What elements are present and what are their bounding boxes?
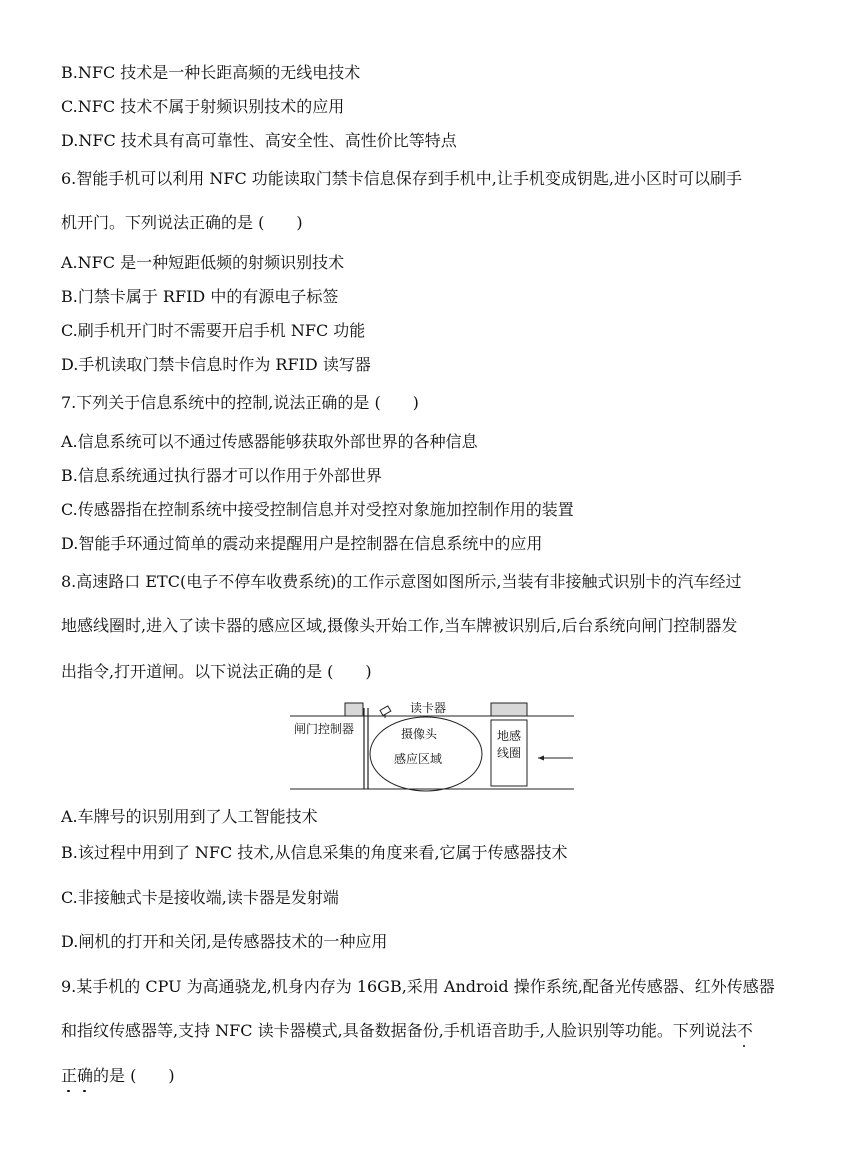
line-4: 6.智能手机可以利用 NFC 功能读取门禁卡信息保存到手机中,让手机变成钥匙,进小区时可以刷手	[61, 169, 742, 188]
gate-controller-label: 闸门控制器	[294, 722, 355, 736]
sensing-area-label: 感应区域	[394, 752, 443, 766]
coil-label-1: 地感	[497, 729, 522, 743]
line-1: B.NFC 技术是一种长距高频的无线电技术	[61, 63, 361, 82]
line-18: A.车牌号的识别用到了人工智能技术	[61, 807, 318, 826]
line-12: B.信息系统通过执行器才可以作用于外部世界	[61, 466, 382, 485]
emphasis-not: 不	[737, 1021, 753, 1040]
line-5: 机开门。下列说法正确的是 ( )	[61, 213, 303, 232]
emphasis-correct: 正确	[61, 1066, 93, 1085]
coil-label-2: 线圈	[497, 746, 522, 760]
camera-label: 摄像头	[401, 727, 438, 741]
line-11: A.信息系统可以不通过传感器能够获取外部世界的各种信息	[61, 432, 478, 451]
line-20: C.非接触式卡是接收端,读卡器是发射端	[61, 888, 339, 907]
line-2: C.NFC 技术不属于射频识别技术的应用	[61, 97, 345, 116]
line-10: 7.下列关于信息系统中的控制,说法正确的是 ( )	[61, 393, 419, 412]
line-24	[61, 1066, 175, 1086]
line-9: D.手机读取门禁卡信息时作为 RFID 读写器	[61, 355, 371, 374]
line-3: D.NFC 技术具有高可靠性、高安全性、高性价比等特点	[61, 131, 457, 150]
etc-diagram	[290, 700, 576, 796]
line-19: B.该过程中用到了 NFC 技术,从信息采集的角度来看,它属于传感器技术	[61, 843, 568, 862]
line-17: 出指令,打开道闸。以下说法正确的是 ( )	[61, 662, 372, 681]
q9-line3-text: 的是 ( )	[93, 1066, 175, 1085]
line-7: B.门禁卡属于 RFID 中的有源电子标签	[61, 287, 339, 306]
line-6: A.NFC 是一种短距低频的射频识别技术	[61, 253, 345, 272]
line-8: C.刷手机开门时不需要开启手机 NFC 功能	[61, 321, 366, 340]
line-16: 地感线圈时,进入了读卡器的感应区域,摄像头开始工作,当车牌被识别后,后台系统向闸门控制器发	[61, 616, 738, 635]
line-15: 8.高速路口 ETC(电子不停车收费系统)的工作示意图如图所示,当装有非接触式识别卡的汽车经过	[61, 572, 742, 591]
coil-top-box	[491, 703, 527, 716]
line-21: D.闸机的打开和关闭,是传感器技术的一种应用	[61, 932, 388, 951]
line-13: C.传感器指在控制系统中接受控制信息并对受控对象施加控制作用的装置	[61, 500, 574, 519]
gate-controller-box	[345, 703, 363, 716]
q9-line2-text: 和指纹传感器等,支持 NFC 读卡器模式,具备数据备份,手机语音助手,人脸识别等功能。下列说法	[61, 1021, 737, 1040]
line-22: 9.某手机的 CPU 为高通骁龙,机身内存为 16GB,采用 Android 操作系统,配备光传感器、红外传感器	[61, 977, 775, 996]
reader-label: 读卡器	[410, 701, 447, 715]
line-14: D.智能手环通过简单的震动来提醒用户是控制器在信息系统中的应用	[61, 534, 543, 553]
line-23	[61, 1021, 753, 1041]
